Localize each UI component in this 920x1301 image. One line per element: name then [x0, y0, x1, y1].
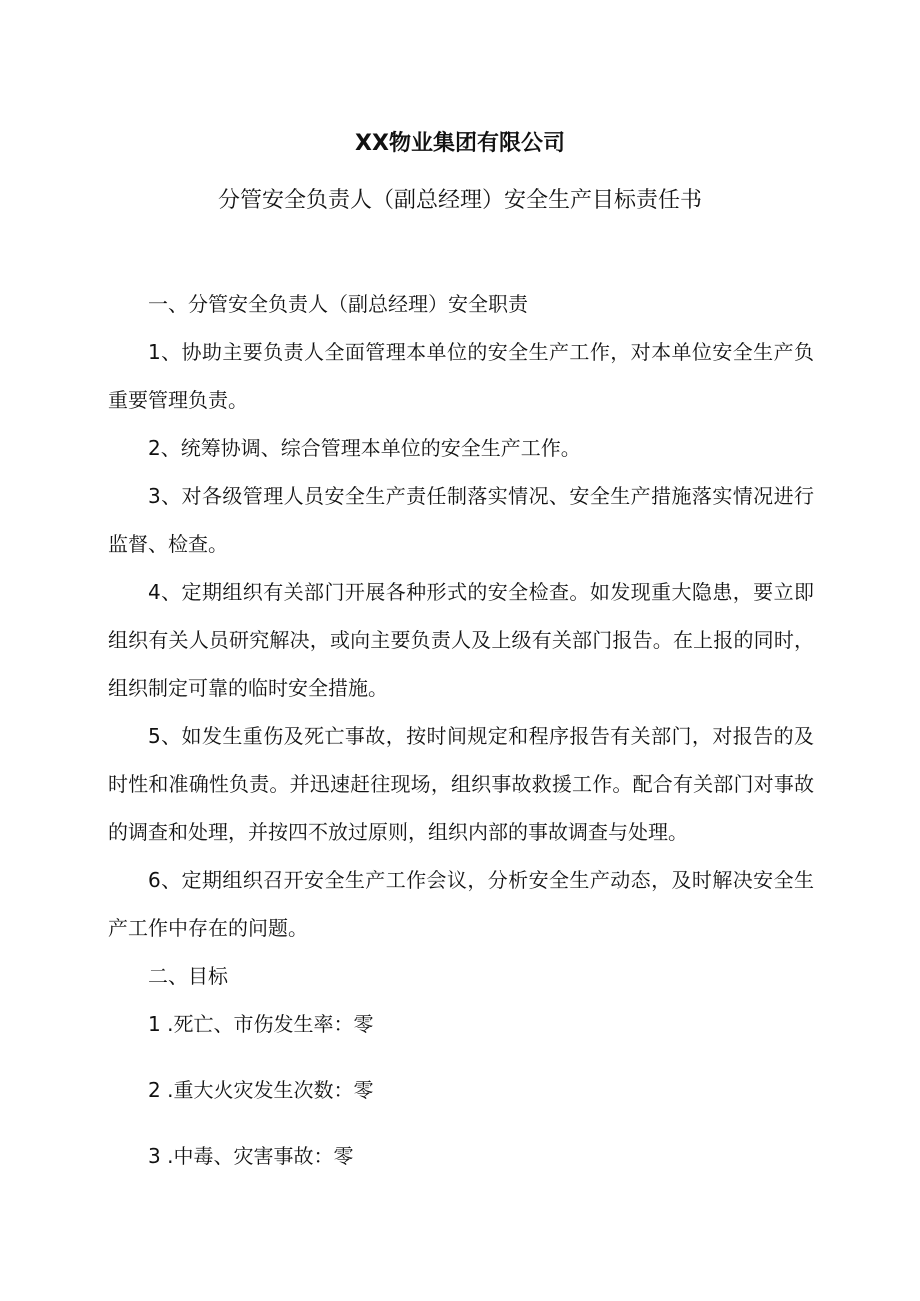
section-heading-duties: 一、分管安全负责人（副总经理）安全职责 [148, 292, 528, 316]
duty-item-6: 6、定期组织召开安全生产工作会议，分析安全生产动态，及时解决安全生产工作中存在的问题。 [108, 868, 814, 940]
duty-item-4: 4、定期组织有关部门开展各种形式的安全检查。如发现重大隐患，要立即组织有关人员研究解决，或向主要负责人及上级有关部门报告。在上报的同时，组织制定可靠的临时安全措施。 [108, 580, 814, 700]
document-body [108, 280, 814, 1180]
company-title: XX物业集团有限公司 [355, 131, 565, 156]
target-item-1: 1 .死亡、市伤发生率：零 [148, 1012, 374, 1036]
target-item-3: 3 .中毒、灾害事故：零 [148, 1144, 354, 1168]
duty-item-2: 2、统筹协调、综合管理本单位的安全生产工作。 [148, 436, 581, 460]
duty-item-5: 5、如发生重伤及死亡事故，按时间规定和程序报告有关部门，对报告的及时性和准确性负责。并迅速赶往现场，组织事故救援工作。配合有关部门对事故的调查和处理，并按四不放过原则，组织内部的事故调查与处理。 [108, 724, 814, 844]
duty-item-3: 3、对各级管理人员安全生产责任制落实情况、安全生产措施落实情况进行监督、检查。 [108, 484, 814, 556]
target-item-2: 2 .重大火灾发生次数：零 [148, 1078, 374, 1102]
duty-item-1: 1、协助主要负责人全面管理本单位的安全生产工作，对本单位安全生产负重要管理负责。 [108, 340, 814, 412]
section-heading-targets: 二、目标 [148, 964, 228, 988]
document-title: 分管安全负责人（副总经理）安全生产目标责任书 [217, 188, 702, 213]
